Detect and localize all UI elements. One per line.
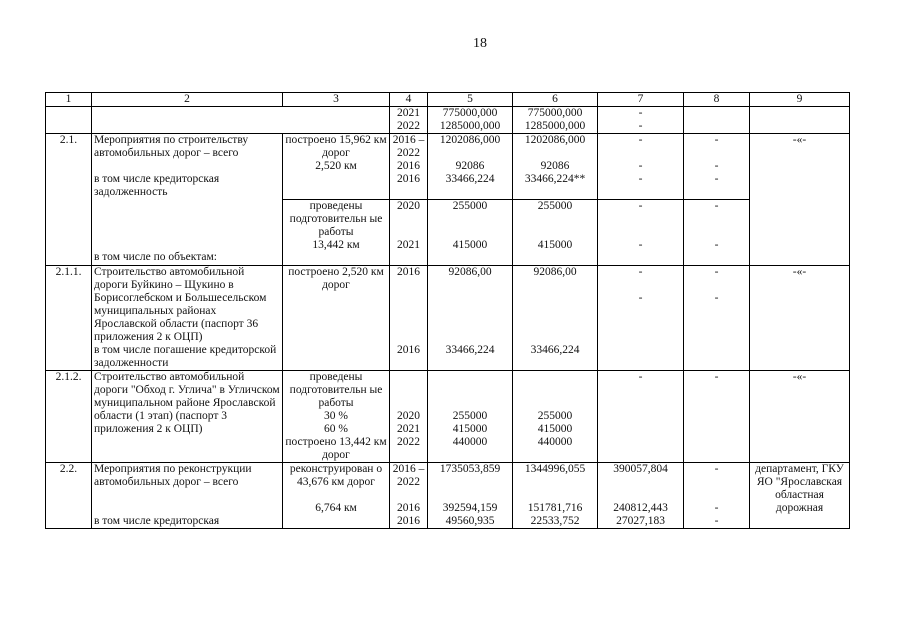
amount: 1285000,000 — [524, 120, 586, 132]
amount: 255000 — [537, 200, 573, 212]
table-row: 2.1.1. Строительство автомобильной дороги Буйкино – Щукино в Борисоглебском и Большесельском муниципальных районах Ярославской области (паспорт 36 приложения 2 к ОЦП) в том числе погашение кредиторской задолженности построено 2,520 км дорог 2016 2016 92086,00 33466,224 92086,00 33466,224 - - - - -«- — [46, 266, 850, 371]
amount: 33466,224 — [445, 344, 495, 356]
year: 2016 — [397, 266, 420, 278]
sub-label: в том числе по объектам: — [94, 251, 217, 263]
measure-title: Мероприятия по строительству автомобильных дорог – всего — [94, 134, 249, 159]
table-row: 2.1. Мероприятия по строительству автомобильных дорог – всего в том числе кредиторская задолженность в том числе по объектам: построено 15,962 км дорог 2,520 км 2016 – 2022 2016 2016 1202086,000 92086 33466,224 1202086,000 92086 33466,224** - - - - - - -«- — [46, 134, 850, 200]
sub-label: в том числе кредиторская задолженность — [94, 173, 220, 198]
header-cell: 5 — [428, 93, 513, 107]
year: 2022 — [397, 120, 420, 132]
amount: 440000 — [537, 436, 573, 448]
result: 2,520 км — [315, 160, 357, 172]
sub-label: в том числе кредиторская — [94, 515, 220, 527]
result: 30 % — [324, 410, 348, 422]
table-row: 2.1.2. Строительство автомобильной дороги "Обход г. Углича" в Угличском муниципальном районе Ярославской области (1 этап) (паспорт 3 приложения 2 к ОЦП) проведены подготовительн ые работы 30 % 60 % построено 13,442 км дорог 2020 2021 2022 255000 415000 440000 255000 415000 440000 - - -«- — [46, 371, 850, 463]
amount: 151781,716 — [527, 502, 583, 514]
amount: 22533,752 — [530, 515, 580, 527]
header-cell: 2 — [92, 93, 283, 107]
responsible: -«- — [792, 371, 807, 383]
amount: 27027,183 — [616, 515, 665, 527]
header-cell: 7 — [598, 93, 684, 107]
amount: 775000,000 — [442, 107, 498, 119]
result: построено 15,962 км дорог — [285, 134, 387, 159]
amount: 49560,935 — [445, 515, 495, 527]
header-cell: 1 — [46, 93, 92, 107]
amount: 33466,224** — [524, 173, 586, 185]
amount: 92086 — [455, 160, 485, 172]
measure-title: Мероприятия по реконструкции автомобильных дорог – всего — [94, 463, 252, 488]
year: 2020 — [397, 410, 420, 422]
result: 6,764 км — [315, 502, 357, 514]
amount: 92086,00 — [533, 266, 577, 278]
amount: 415000 — [537, 239, 573, 251]
amount: 1202086,000 — [439, 134, 501, 146]
amount: 392594,159 — [442, 502, 498, 514]
amount: 92086 — [540, 160, 570, 172]
year: 2016 — [397, 173, 420, 185]
responsible: -«- — [792, 266, 807, 278]
amount: 415000 — [452, 423, 488, 435]
year: 2021 — [397, 239, 420, 251]
amount: 775000,000 — [527, 107, 583, 119]
amount: 415000 — [452, 239, 488, 251]
amount: 33466,224 — [530, 344, 580, 356]
amount: 440000 — [452, 436, 488, 448]
row-number: 2.1. — [46, 134, 92, 266]
amount: 255000 — [537, 410, 573, 422]
responsible: -«- — [792, 134, 807, 146]
row-number: 2.1.1. — [46, 266, 92, 371]
header-cell: 3 — [283, 93, 390, 107]
row-number: 2.2. — [46, 463, 92, 529]
amount: 92086,00 — [448, 266, 492, 278]
year: 2016 — [397, 160, 420, 172]
amount: 1344996,055 — [524, 463, 586, 475]
page-number: 18 — [473, 36, 487, 51]
year: 2016 — [397, 344, 420, 356]
header-row — [46, 93, 850, 107]
year: 2021 — [397, 107, 420, 119]
amount: 415000 — [537, 423, 573, 435]
year: 2022 — [397, 436, 420, 448]
result: построено 13,442 км дорог — [285, 436, 387, 461]
table-row: 2.2. Мероприятия по реконструкции автомобильных дорог – всего в том числе кредиторская реконструирован о 43,676 км дорог 6,764 км 2016 – 2022 2016 2016 1735053,859 392594,159 49560,935 1344996,055 151781,716 22533,752 390057,804 240812,443 27027,183 - - - департамент, ГКУ ЯО "Ярославская областная дорожная — [46, 463, 850, 529]
sub-label: в том числе погашение кредиторской задолженности — [94, 344, 277, 369]
header-cell: 4 — [390, 93, 428, 107]
amount: 390057,804 — [613, 463, 668, 475]
result: проведены подготовительн ые работы — [289, 371, 383, 409]
result: 60 % — [324, 423, 348, 435]
amount: 1285000,000 — [439, 120, 501, 132]
year: 2016 – 2022 — [392, 134, 425, 159]
amount: 1202086,000 — [524, 134, 586, 146]
year: 2016 – 2022 — [392, 463, 425, 488]
amount: 255000 — [452, 410, 488, 422]
object-title: Строительство автомобильной дороги Буйкино – Щукино в Борисоглебском и Большесельском муниципальных районах Ярославской области (паспорт 36 приложения 2 к ОЦП) — [94, 266, 267, 343]
program-table — [45, 92, 850, 529]
result: проведены подготовительн ые работы — [289, 200, 383, 238]
result: построено 2,520 км дорог — [288, 266, 384, 291]
year: 2021 — [397, 423, 420, 435]
table-row: 2021 2022 775000,000 1285000,000 775000,000 1285000,000 - - — [46, 107, 850, 134]
row-number: 2.1.2. — [46, 371, 92, 463]
result: 13,442 км — [312, 239, 360, 251]
amount: 1735053,859 — [439, 463, 501, 475]
amount: 33466,224 — [445, 173, 495, 185]
result: реконструирован о 43,676 км дорог — [289, 463, 383, 488]
table-row: проведены подготовительн ые работы 13,442 км 2020 2021 255000 415000 255000 415000 - - - - — [46, 200, 850, 266]
header-cell: 9 — [750, 93, 850, 107]
responsible: департамент, ГКУ ЯО "Ярославская областная дорожная — [755, 463, 844, 514]
year: 2020 — [397, 200, 420, 212]
year: 2016 — [397, 515, 420, 527]
amount: 255000 — [452, 200, 488, 212]
amount: 240812,443 — [613, 502, 668, 514]
object-title: Строительство автомобильной дороги "Обход г. Углича" в Угличском муниципальном районе Ярославской области (1 этап) (паспорт 3 приложения 2 к ОЦП) — [94, 371, 280, 435]
year: 2016 — [397, 502, 420, 514]
header-cell: 6 — [513, 93, 598, 107]
header-cell: 8 — [684, 93, 750, 107]
